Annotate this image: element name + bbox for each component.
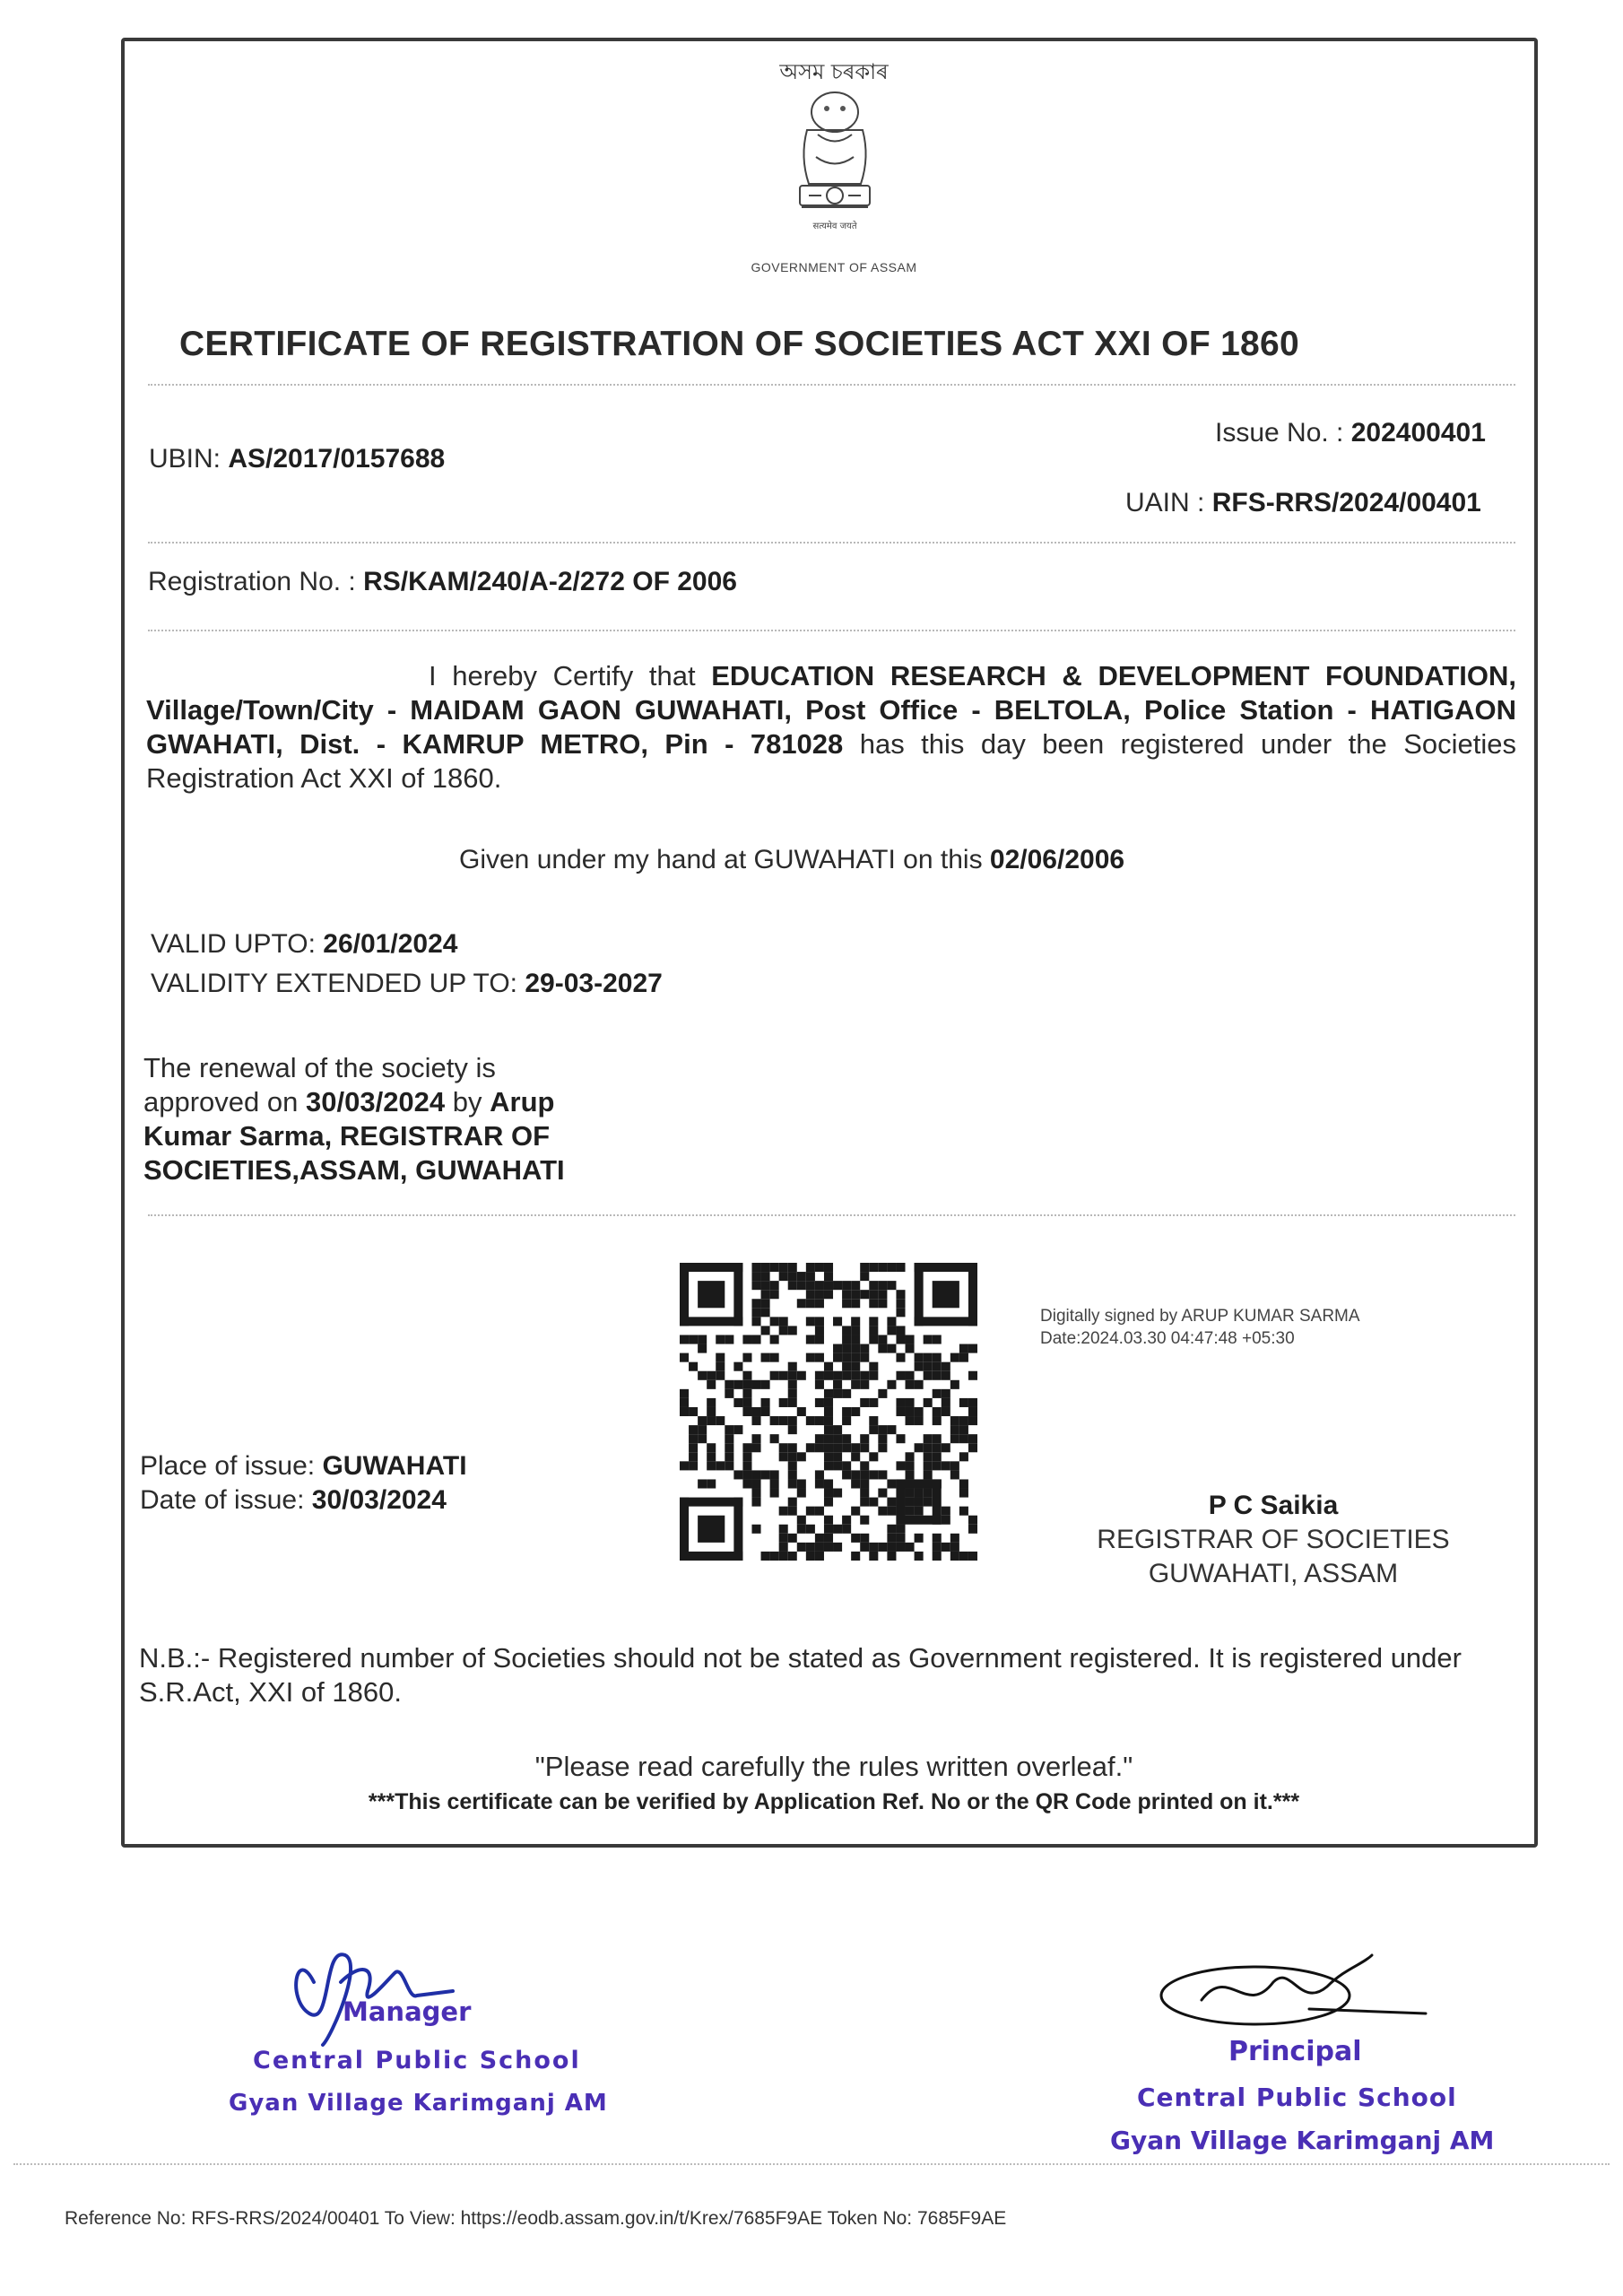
uain-label: UAIN : <box>1125 488 1205 517</box>
principal-stamp-school: Central Public School <box>1137 2083 1457 2112</box>
registration-label: Registration No. : <box>148 567 356 596</box>
ubin-value: AS/2017/0157688 <box>228 444 446 474</box>
certificate-title: CERTIFICATE OF REGISTRATION OF SOCIETIES ACT XXI OF 1860 <box>179 325 1300 363</box>
certify-lead: I hereby Certify that <box>429 660 696 691</box>
date-label: Date of issue: <box>140 1485 305 1515</box>
footer-divider <box>13 2163 1610 2165</box>
divider <box>148 542 1515 544</box>
valid-label: VALID UPTO: <box>151 929 316 959</box>
state-emblem-icon <box>782 85 888 247</box>
registrar-designation: REGISTRAR OF SOCIETIES <box>1097 1525 1450 1554</box>
renewal-note <box>143 1051 610 1187</box>
manager-stamp-place: Gyan Village Karimganj AM <box>229 2090 608 2117</box>
place-label: Place of issue: <box>140 1451 316 1481</box>
uain-value: RFS-RRS/2024/00401 <box>1211 488 1481 517</box>
issue-number <box>1215 418 1486 448</box>
digital-signature-line1: Digitally signed by ARUP KUMAR SARMA <box>1040 1307 1360 1326</box>
manager-signature-icon <box>260 1928 466 2054</box>
registration-number <box>148 567 737 597</box>
ubin-label: UBIN: <box>149 444 221 474</box>
divider <box>148 384 1515 386</box>
divider <box>148 1214 1515 1216</box>
nb-note: N.B.:- Registered number of Societies should not be stated as Government registered. It is registered under S.R.Act, XXI of 1860. <box>139 1642 1462 1708</box>
registrar-block <box>1031 1489 1515 1591</box>
qr-code-icon <box>680 1263 977 1561</box>
valid-upto <box>151 929 457 960</box>
given-text: Given under my hand at GUWAHATI on this <box>459 845 983 874</box>
given-under-hand <box>459 845 1124 875</box>
principal-signature-icon <box>1148 1946 1444 2045</box>
manager-stamp-title: Manager <box>343 1996 472 2027</box>
divider <box>148 630 1515 631</box>
principal-stamp-place: Gyan Village Karimganj AM <box>1110 2126 1495 2155</box>
society-details: EDUCATION RESEARCH & DEVELOPMENT FOUNDATION, Village/Town/City - MAIDAM GAON GUWAHATI, Post Office - BELTOLA, Police Station - HATIGAON GWAHATI, Dist. - KAMRUP METRO, Pin - 781028 <box>146 660 1516 760</box>
place-value: GUWAHATI <box>322 1451 467 1481</box>
validity-extended <box>151 969 663 999</box>
principal-stamp-title: Principal <box>1228 2036 1362 2067</box>
given-date: 02/06/2006 <box>989 845 1125 874</box>
verification-note: ***This certificate can be verified by Application Ref. No or the QR Code printed on it.*** <box>368 1789 1300 1814</box>
extended-value: 29-03-2027 <box>525 969 663 998</box>
renewal-date: 30/03/2024 <box>306 1086 446 1118</box>
renewal-by: by <box>452 1086 482 1118</box>
date-value: 30/03/2024 <box>311 1485 447 1515</box>
manager-stamp-school: Central Public School <box>253 2047 581 2074</box>
digital-signature-line2: Date:2024.03.30 04:47:48 +05:30 <box>1040 1329 1295 1348</box>
renewal-approver: Arup Kumar Sarma, REGISTRAR OF SOCIETIES,ASSAM, GUWAHATI <box>143 1086 565 1186</box>
footer-reference: Reference No: RFS-RRS/2024/00401 To View: https://eodb.assam.gov.in/t/Krex/7685F9AE Token No: 7685F9AE <box>65 2208 1007 2229</box>
issue-value: 202400401 <box>1350 418 1486 448</box>
issue-label: Issue No. : <box>1215 418 1344 448</box>
emblem-motto: सत्यमेव जयते <box>812 222 857 231</box>
uain <box>1125 488 1481 518</box>
extended-label: VALIDITY EXTENDED UP TO: <box>151 969 518 998</box>
registration-value: RS/KAM/240/A-2/272 OF 2006 <box>363 567 737 596</box>
govt-script-heading: অসম চৰকাৰ <box>779 59 889 84</box>
rules-note: "Please read carefully the rules written overleaf." <box>534 1751 1133 1782</box>
registrar-name: P C Saikia <box>1208 1491 1339 1520</box>
registrar-location: GUWAHATI, ASSAM <box>1148 1559 1399 1588</box>
govt-name: GOVERNMENT OF ASSAM <box>751 260 917 274</box>
certify-tail: has this day been registered under the Societies Registration Act XXI of 1860. <box>146 728 1516 794</box>
renewal-line1: The renewal of the society is <box>143 1052 496 1083</box>
valid-value: 26/01/2024 <box>323 929 458 959</box>
renewal-approved-prefix: approved on <box>143 1086 299 1118</box>
ubin <box>149 444 445 474</box>
certification-paragraph <box>146 659 1516 796</box>
issue-place-date <box>140 1449 467 1518</box>
digital-signature <box>1040 1305 1360 1350</box>
